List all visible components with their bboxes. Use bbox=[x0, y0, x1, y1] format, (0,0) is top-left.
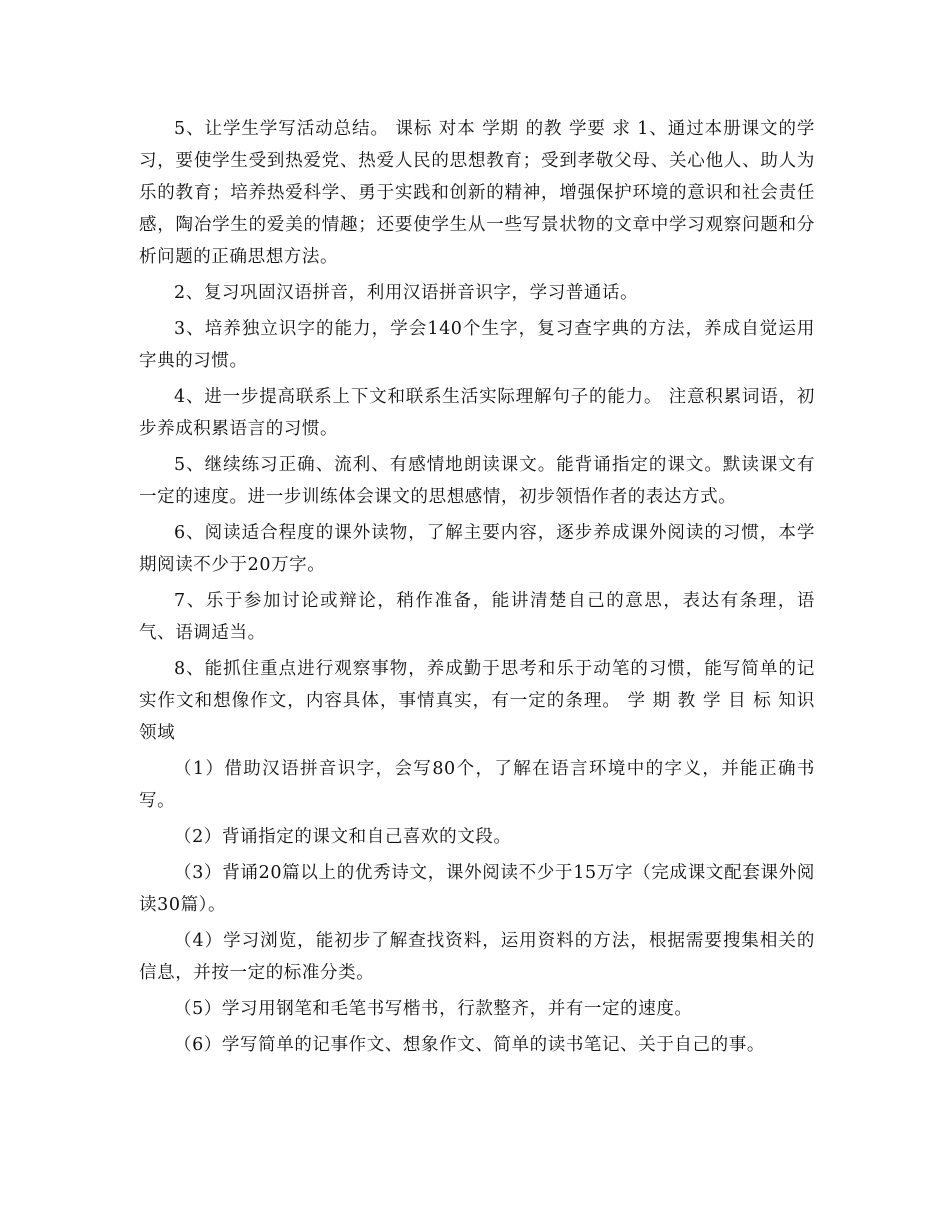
paragraph-7: 7、乐于参加讨论或辩论，稍作准备，能讲清楚自己的意思，表达有条理，语气、语调适当。 bbox=[139, 591, 815, 643]
paragraph-1: 5、让学生学写活动总结。 课标 对本 学期 的教 学要 求 1、通过本册课文的学习，要使学生受到热爱党、热爱人民的思想教育；受到孝敬父母、关心他人、助人为乐的教育；培养热爱科学、勇于实践和创新的精神，增强保护环境的意识和社会责任感，陶冶学生的爱美的情趣；还要使学生从一些写景状物的文章中学习观察问题和分析问题的正确思想方法。 bbox=[139, 119, 815, 267]
paragraph-6: 6、阅读适合程度的课外读物，了解主要内容，逐步养成课外阅读的习惯，本学期阅读不少于20万字。 bbox=[139, 523, 815, 575]
paragraph-12: （4）学习浏览，能初步了解查找资料，运用资料的方法，根据需要搜集相关的信息，并按一定的标准分类。 bbox=[139, 931, 815, 983]
paragraph-11: （3）背诵20篇以上的优秀诗文，课外阅读不少于15万字（完成课文配套课外阅读30篇）。 bbox=[139, 863, 815, 915]
paragraph-2: 2、复习巩固汉语拼音，利用汉语拼音识字，学习普通话。 bbox=[174, 283, 639, 303]
paragraph-9: （1）借助汉语拼音识字，会写80个，了解在语言环境中的字义，并能正确书写。 bbox=[139, 759, 815, 811]
paragraph-13: （5）学习用钢笔和毛笔书写楷书，行款整齐，并有一定的速度。 bbox=[174, 999, 693, 1019]
paragraph-4: 4、进一步提高联系上下文和联系生活实际理解句子的能力。 注意积累词语，初步养成积累语言的习惯。 bbox=[139, 387, 815, 439]
paragraph-10: （2）背诵指定的课文和自己喜欢的文段。 bbox=[174, 827, 512, 847]
paragraph-14: （6）学写简单的记事作文、想象作文、简单的读书笔记、关于自己的事。 bbox=[174, 1035, 765, 1055]
document-body bbox=[139, 113, 815, 1065]
paragraph-8: 8、能抓住重点进行观察事物，养成勤于思考和乐于动笔的习惯，能写简单的记实作文和想像作文，内容具体，事情真实，有一定的条理。 学 期 教 学 目 标 知识领域 bbox=[139, 659, 815, 743]
paragraph-3: 3、培养独立识字的能力，学会140个生字，复习查字典的方法，养成自觉运用字典的习惯。 bbox=[139, 319, 815, 371]
paragraph-5: 5、继续练习正确、流利、有感情地朗读课文。能背诵指定的课文。默读课文有一定的速度。进一步训练体会课文的思想感情，初步领悟作者的表达方式。 bbox=[139, 455, 815, 507]
